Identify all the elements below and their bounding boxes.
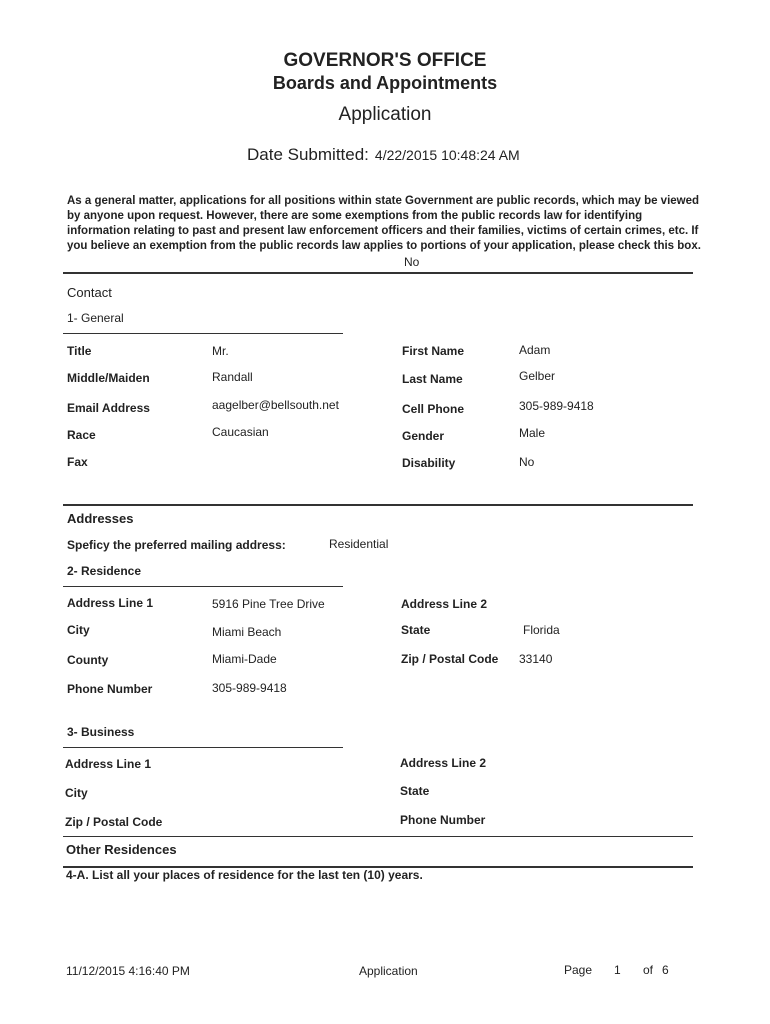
printed-timestamp: 11/12/2015 4:16:40 PM: [66, 964, 190, 978]
residence-line2-label: Address Line 2: [401, 597, 488, 611]
business-line2-label: Address Line 2: [400, 756, 487, 770]
divider: [63, 333, 343, 334]
page-number: 1: [614, 963, 621, 977]
page-label: Page: [564, 963, 593, 977]
of-label: of: [643, 963, 654, 977]
business-phone-label: Phone Number: [400, 813, 486, 827]
first-name-value: Adam: [519, 343, 551, 357]
middle-name-value: Randall: [212, 370, 253, 384]
email-value: aagelber@bellsouth.net: [212, 398, 339, 412]
board-subtitle: Boards and Appointments: [272, 73, 498, 93]
divider: [63, 747, 343, 748]
middle-name-label: Middle/Maiden: [67, 371, 150, 385]
document-type: Application: [338, 104, 432, 125]
general-heading: 1- General: [67, 311, 124, 325]
disability-value: No: [519, 455, 535, 469]
residence-city-value: Miami Beach: [212, 625, 282, 639]
residence-zip-label: Zip / Postal Code: [401, 652, 499, 666]
email-label: Email Address: [67, 401, 150, 415]
page-total: 6: [662, 963, 669, 977]
last-name-value: Gelber: [519, 369, 556, 383]
divider: [63, 504, 693, 506]
footer-document-name: Application: [359, 964, 418, 978]
residence-city-label: City: [67, 623, 90, 637]
office-title: GOVERNOR'S OFFICE: [283, 50, 487, 71]
contact-heading: Contact: [67, 285, 112, 300]
business-heading: 3- Business: [67, 725, 135, 739]
divider: [63, 836, 693, 837]
business-state-label: State: [400, 784, 430, 798]
date-submitted-label: Date Submitted:: [247, 145, 369, 164]
business-line1-label: Address Line 1: [65, 757, 152, 771]
gender-label: Gender: [402, 429, 445, 443]
divider: [63, 272, 693, 274]
date-submitted-value: 4/22/2015 10:48:24 AM: [374, 147, 520, 163]
residence-zip-value: 33140: [519, 652, 553, 666]
other-residences-heading: Other Residences: [66, 842, 177, 857]
addresses-heading: Addresses: [67, 511, 134, 526]
title-value: Mr.: [212, 344, 229, 358]
business-zip-label: Zip / Postal Code: [65, 815, 163, 829]
first-name-label: First Name: [402, 344, 465, 358]
residence-state-value: Florida: [523, 623, 560, 637]
date-submitted: [247, 145, 520, 165]
business-city-label: City: [65, 786, 88, 800]
exemption-answer: No: [404, 255, 420, 269]
residence-county-value: Miami-Dade: [212, 652, 277, 666]
divider: [63, 586, 343, 587]
residence-state-label: State: [401, 623, 431, 637]
disability-label: Disability: [402, 456, 456, 470]
race-value: Caucasian: [212, 425, 269, 439]
cell-phone-value: 305-989-9418: [519, 399, 594, 413]
preferred-address-label: Speficy the preferred mailing address:: [67, 538, 286, 552]
last-name-label: Last Name: [402, 372, 463, 386]
public-records-notice: As a general matter, applications for all positions within state Government are public records, which may be viewed by anyone upon request. However, there are some exemptions from the public records law for identifying information relating to past and present law enforcement officers and their families, victims of certain crimes, etc. If you believe an exemption from the public records law applies to portions of your application, please check this box.: [67, 195, 701, 252]
residence-line1-label: Address Line 1: [67, 596, 154, 610]
residence-phone-label: Phone Number: [67, 682, 153, 696]
residence-line1-value: 5916 Pine Tree Drive: [212, 597, 325, 611]
title-label: Title: [67, 344, 92, 358]
fax-label: Fax: [67, 455, 88, 469]
gender-value: Male: [519, 426, 546, 440]
residence-county-label: County: [67, 653, 109, 667]
residence-heading: 2- Residence: [67, 564, 142, 578]
residence-phone-value: 305-989-9418: [212, 681, 287, 695]
race-label: Race: [67, 428, 96, 442]
preferred-address-value: Residential: [329, 537, 389, 551]
cell-phone-label: Cell Phone: [402, 402, 465, 416]
other-residences-instruction: 4-A. List all your places of residence for the last ten (10) years.: [66, 868, 423, 882]
